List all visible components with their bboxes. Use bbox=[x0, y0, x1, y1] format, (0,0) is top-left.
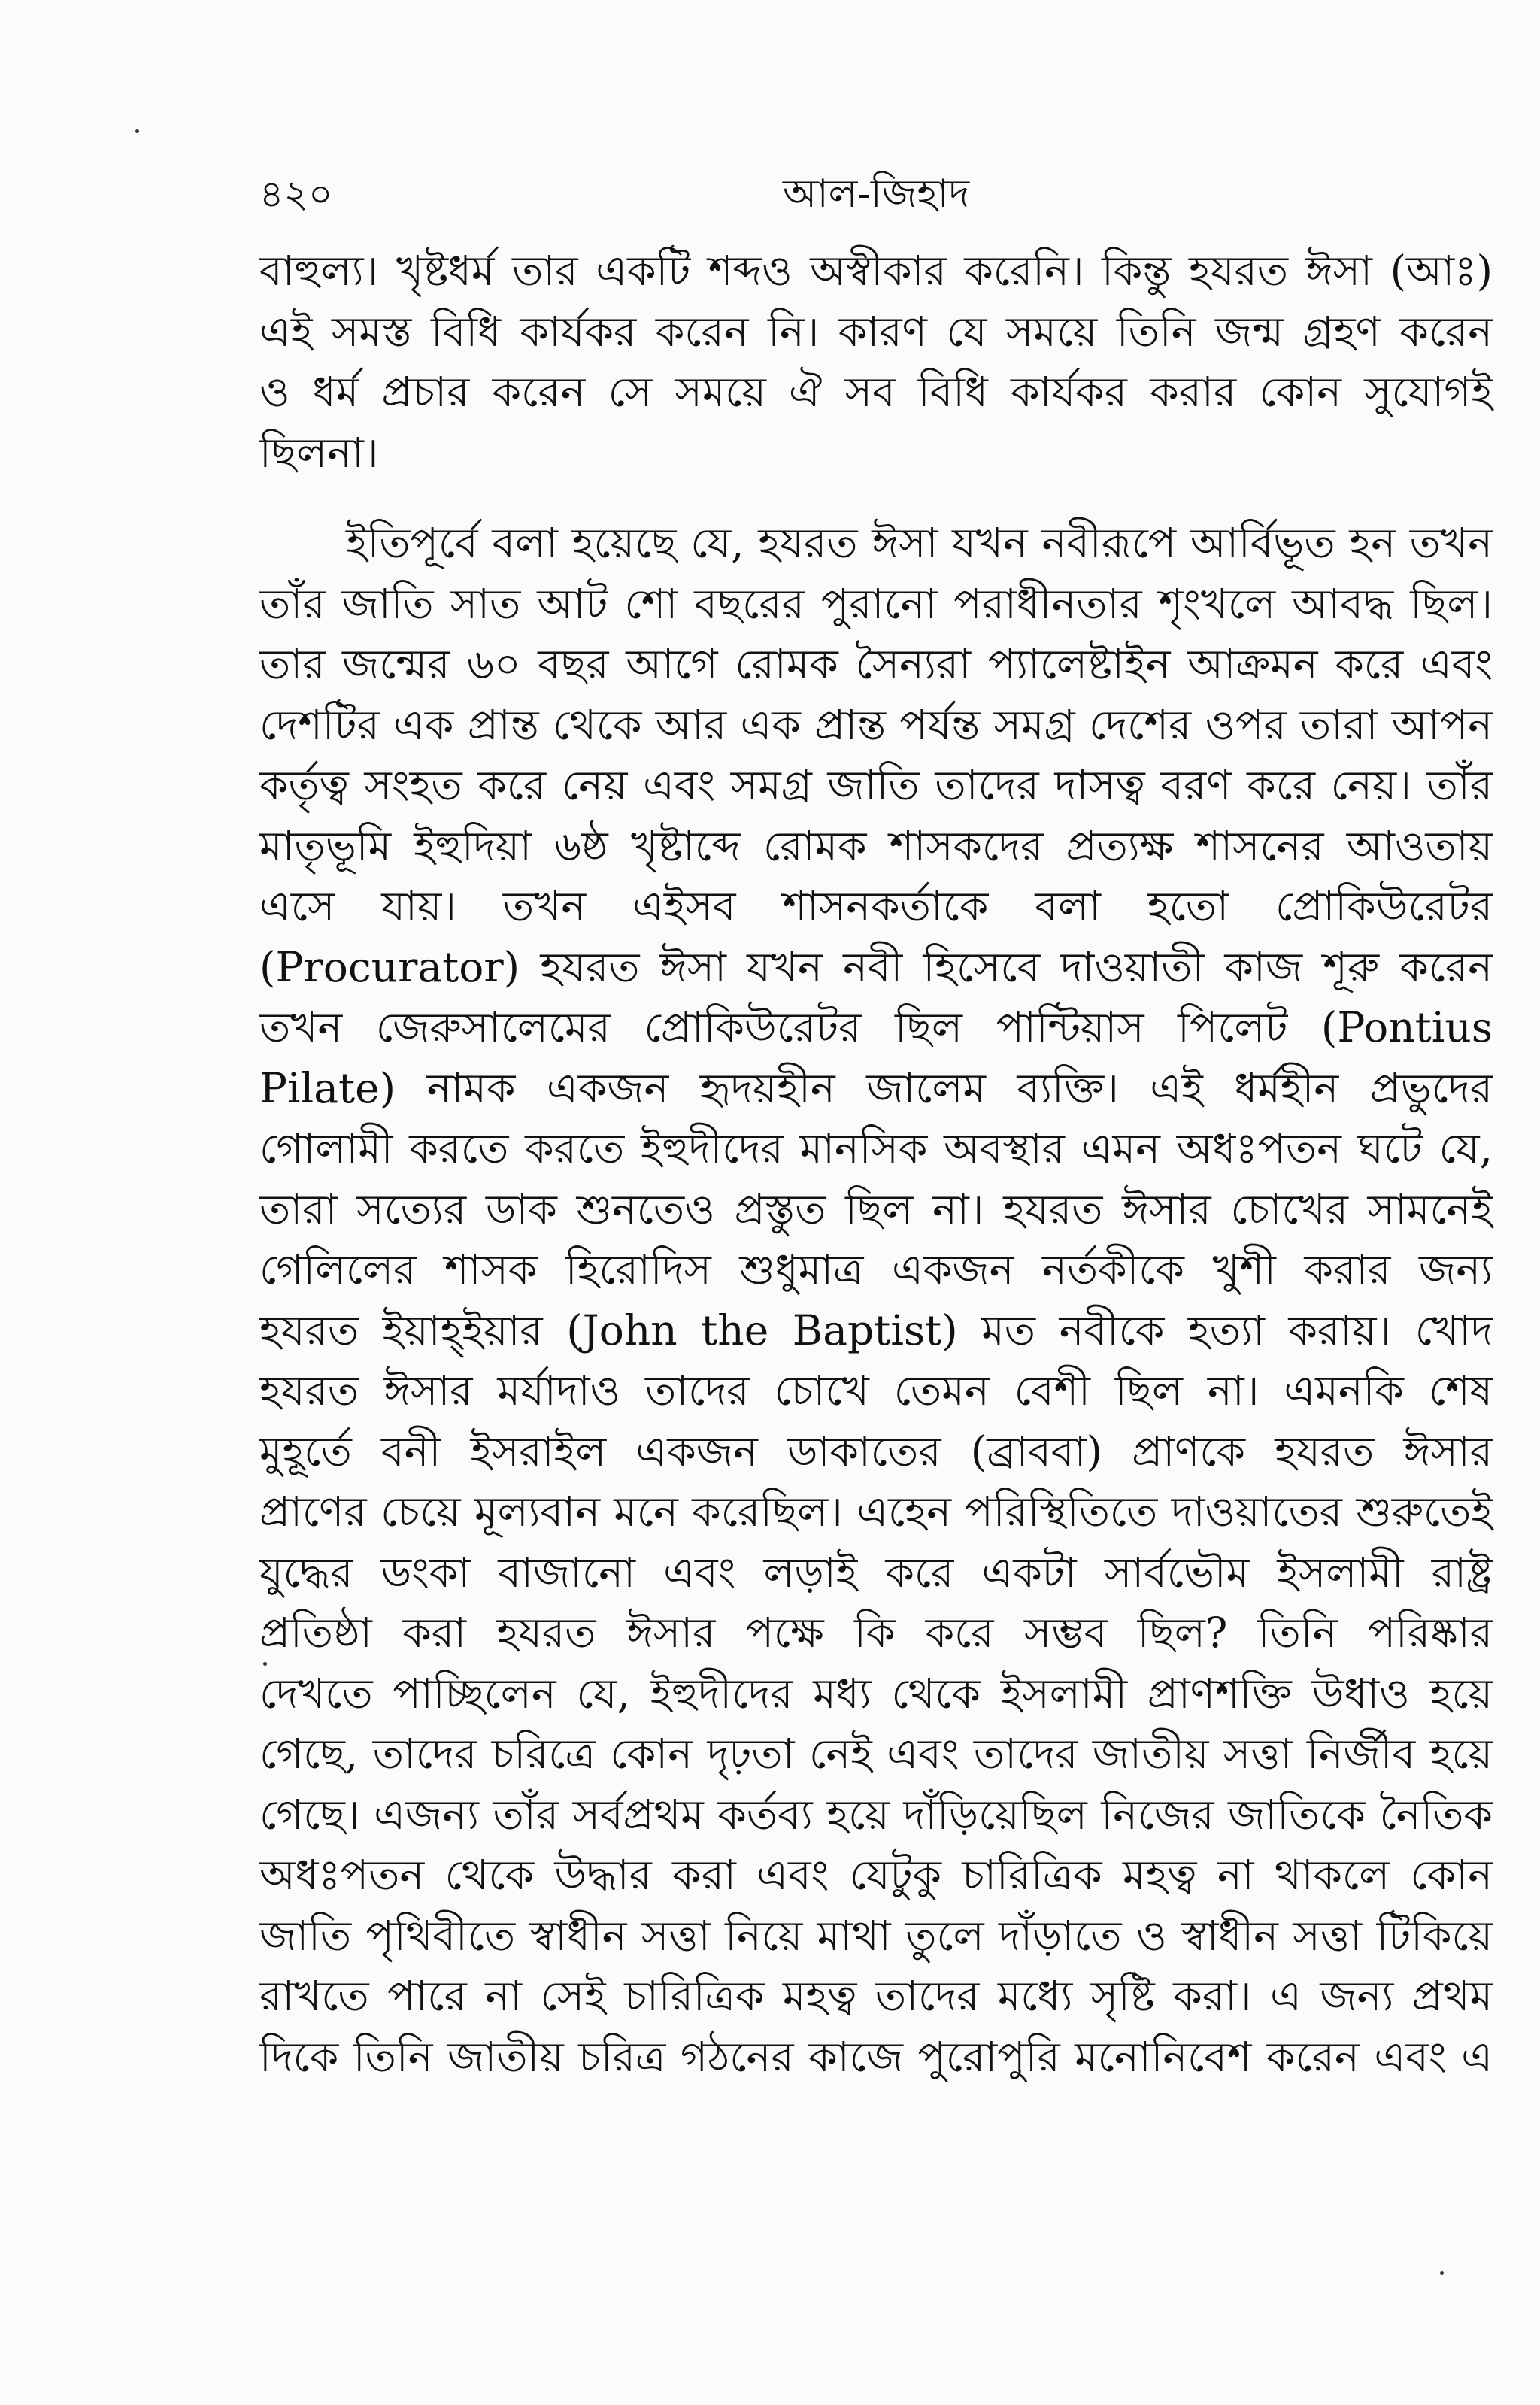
scan-speck bbox=[1440, 2271, 1444, 2275]
text-line: Pilate) নামক একজন হৃদয়হীন জালেম ব্যক্তি। এই ধর্মহীন প্রভুদের bbox=[259, 1063, 1493, 1112]
text-line: তারা সত্যের ডাক শুনতেও প্রস্তুত ছিল না। হযরত ঈসার চোখের সামনেই bbox=[259, 1184, 1493, 1233]
text-line: জাতি পৃথিবীতে স্বাধীন সত্তা নিয়ে মাথা তুলে দাঁড়াতে ও স্বাধীন সত্তা টিকিয়ে bbox=[259, 1911, 1493, 1960]
text-line: তখন জেরুসালেমের প্রোকিউরেটর ছিল পান্টিয়াস পিলেট (Pontius bbox=[259, 1003, 1493, 1051]
text-line: রাখতে পারে না সেই চারিত্রিক মহত্ব তাদের মধ্যে সৃষ্টি করা। এ জন্য প্রথম bbox=[259, 1972, 1493, 2020]
text-line: হযরত ঈসার মর্যাদাও তাদের চোখে তেমন বেশী ছিল না। এমনকি শেষ bbox=[259, 1366, 1493, 1415]
text-line: গেলিলের শাসক হিরোদিস শুধুমাত্র একজন নর্তকীকে খুশী করার জন্য bbox=[259, 1245, 1493, 1293]
scan-speck bbox=[263, 1662, 267, 1666]
text-line: বাহুল্য। খৃষ্টধর্ম তার একটি শব্দও অস্বীকার করেনি। কিন্তু হযরত ঈসা (আঃ) bbox=[259, 247, 1493, 295]
running-title: আল-জিহাদ bbox=[782, 171, 970, 217]
text-line: গোলামী করতে করতে ইহুদীদের মানসিক অবস্থার এমন অধঃপতন ঘটে যে, bbox=[259, 1124, 1493, 1172]
text-line: দেশটির এক প্রান্ত থেকে আর এক প্রান্ত পর্যন্ত সমগ্র দেশের ওপর তারা আপন bbox=[259, 700, 1493, 749]
text-line: যুদ্ধের ডংকা বাজানো এবং লড়াই করে একটা সার্বভৌম ইসলামী রাষ্ট্র bbox=[259, 1548, 1493, 1597]
text-line: দিকে তিনি জাতীয় চরিত্র গঠনের কাজে পুরোপুরি মনোনিবেশ করেন এবং এ bbox=[259, 2032, 1493, 2081]
text-line: মাতৃভূমি ইহুদিয়া ৬ষ্ঠ খৃষ্টাব্দে রোমক শাসকদের প্রত্যক্ষ শাসনের আওতায় bbox=[259, 821, 1493, 870]
text-line: ছিলনা। bbox=[259, 428, 379, 477]
scan-speck bbox=[135, 129, 139, 133]
paragraph-2 bbox=[259, 513, 1493, 2087]
text-line: তার জন্মের ৬০ বছর আগে রোমক সৈন্যরা প্যালেষ্টাইন আক্রমন করে এবং bbox=[259, 640, 1493, 688]
text-line: হযরত ইয়াহ্ইয়ার (John the Baptist) মত নবীকে হত্যা করায়। খোদ bbox=[259, 1306, 1493, 1354]
text-line: মুহূর্তে বনী ইসরাইল একজন ডাকাতের (ব্রাববা) প্রাণকে হযরত ঈসার bbox=[259, 1427, 1493, 1475]
text-line: তাঁর জাতি সাত আট শো বছরের পুরানো পরাধীনতার শৃংখলে আবদ্ধ ছিল। bbox=[259, 579, 1493, 628]
text-line: এসে যায়। তখন এইসব শাসনকর্তাকে বলা হতো প্রোকিউরেটর bbox=[259, 882, 1493, 930]
body-text bbox=[259, 241, 1493, 2087]
text-line: গেছে। এজন্য তাঁর সর্বপ্রথম কর্তব্য হয়ে দাঁড়িয়েছিল নিজের জাতিকে নৈতিক bbox=[259, 1790, 1493, 1839]
text-line: ইতিপূর্বে বলা হয়েছে যে, হযরত ঈসা যখন নবীরূপে আর্বিভূত হন তখন bbox=[346, 519, 1493, 567]
text-line: অধঃপতন থেকে উদ্ধার করা এবং যেটুকু চারিত্রিক মহত্ব না থাকলে কোন bbox=[259, 1851, 1493, 1899]
paragraph-gap bbox=[259, 483, 1493, 513]
page-number: ৪২০ bbox=[259, 172, 333, 216]
paragraph-1 bbox=[259, 241, 1493, 483]
text-line: গেছে, তাদের চরিত্রে কোন দৃঢ়তা নেই এবং তাদের জাতীয় সত্তা নির্জীব হয়ে bbox=[259, 1730, 1493, 1778]
text-line: দেখতে পাচ্ছিলেন যে, ইহুদীদের মধ্য থেকে ইসলামী প্রাণশক্তি উধাও হয়ে bbox=[259, 1669, 1493, 1718]
page-header bbox=[259, 164, 1493, 224]
text-line: কর্তৃত্ব সংহত করে নেয় এবং সমগ্র জাতি তাদের দাসত্ব বরণ করে নেয়। তাঁর bbox=[259, 761, 1493, 809]
text-line: প্রাণের চেয়ে মূল্যবান মনে করেছিল। এহেন পরিস্থিতিতে দাওয়াতের শুরুতেই bbox=[259, 1488, 1493, 1536]
text-line: এই সমস্ত বিধি কার্যকর করেন নি। কারণ যে সময়ে তিনি জন্ম গ্রহণ করেন bbox=[259, 307, 1493, 356]
text-line: প্রতিষ্ঠা করা হযরত ঈসার পক্ষে কি করে সম্ভব ছিল? তিনি পরিষ্কার bbox=[259, 1609, 1493, 1657]
text-line: (Procurator) হযরত ঈসা যখন নবী হিসেবে দাওয়াতী কাজ শূরু করেন bbox=[259, 942, 1493, 991]
text-line: ও ধর্ম প্রচার করেন সে সময়ে ঐ সব বিধি কার্যকর করার কোন সুযোগই bbox=[259, 368, 1493, 416]
